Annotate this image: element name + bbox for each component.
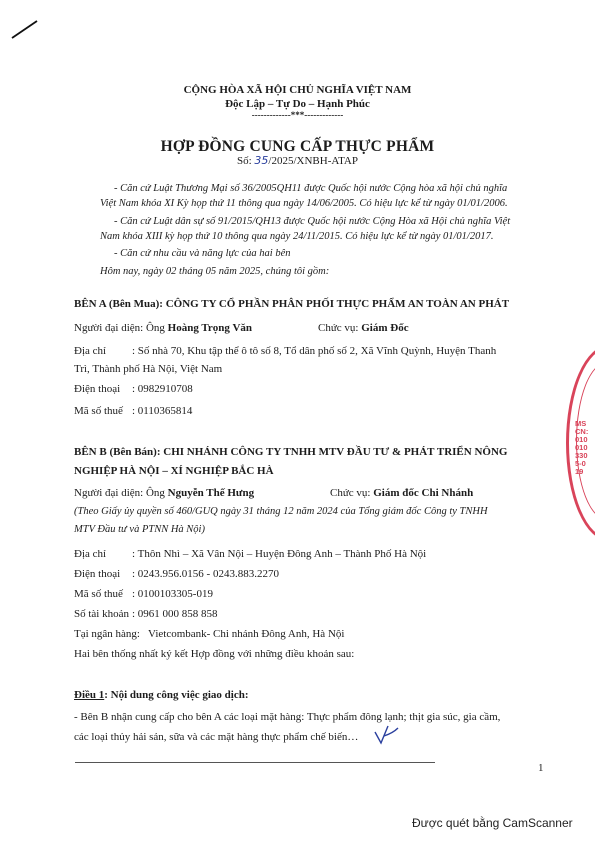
party-a-address-label: Địa chỉ <box>74 345 107 357</box>
contract-number: Số: 35/2025/XNBH-ATAP <box>236 154 358 167</box>
motto: Độc Lập – Tự Do – Hạnh Phúc <box>225 98 370 110</box>
page-number: 1 <box>538 762 544 774</box>
party-b-bank: Tại ngân hàng: Vietcombank- Chi nhánh Đông Anh, Hà Nội <box>74 628 345 640</box>
party-b-position: Chức vụ: Giám đốc Chi Nhánh <box>330 487 474 499</box>
party-a-tax: : 0110365814 <box>132 405 193 417</box>
party-a-tax-label: Mã số thuế <box>74 405 123 417</box>
article-1-body: - Bên B nhận cung cấp cho bên A các loại mặt hàng: Thực phẩm đông lạnh; thịt gia súc, gia cầm, <box>74 711 501 723</box>
party-a-address: : Số nhà 70, Khu tập thể ô tô số 8, Tổ dân phố số 2, Xã Vĩnh Quỳnh, Huyện Thanh <box>132 345 497 357</box>
agreement-statement: Hai bên thống nhất ký kết Hợp đồng với những điều khoản sau: <box>74 648 355 660</box>
party-b-account: : 0961 000 858 858 <box>132 608 218 620</box>
authorization-note: (Theo Giấy ủy quyền số 460/GUQ ngày 31 tháng 12 năm 2024 của Tổng giám đốc Công ty TNHH <box>74 506 488 517</box>
party-a-position: Chức vụ: Giám Đốc <box>318 322 409 334</box>
camscanner-watermark: Được quét bằng CamScanner <box>412 816 573 830</box>
nation-title: CỘNG HÒA XÃ HỘI CHỦ NGHĨA VIỆT NAM <box>183 84 412 96</box>
handwritten-number: 35 <box>254 154 269 167</box>
preamble-line: - Căn cứ nhu cầu và năng lực của hai bên <box>114 248 291 259</box>
footer-rule <box>75 762 435 763</box>
party-b-representative: Người đại diện: Ông Nguyễn Thế Hưng <box>74 487 255 499</box>
preamble-line: - Căn cứ Luật dân sự số 91/2015/QH13 được Quốc hội nước Cộng Hòa xã Hội chủ nghĩa Việt <box>114 216 511 227</box>
party-b-company-cont: NGHIỆP HÀ NỘI – XÍ NGHIỆP BẮC HÀ <box>74 465 274 477</box>
party-b-address: : Thôn Nhì – Xã Vân Nội – Huyện Đông Anh – Thành Phố Hà Nội <box>132 548 427 560</box>
preamble-line: Việt Nam khóa XI Kỳ họp thứ 11 thông qua ngày 14/06/2005. Có hiệu lực kể từ ngày 01/01/2006. <box>100 198 508 209</box>
article-1-heading: Điều 1: Nội dung công việc giao dịch: <box>74 689 249 701</box>
preamble-line: - Căn cứ Luật Thương Mại số 36/2005QH11 được Quốc hội nước Cộng hòa xã hội chủ nghĩa <box>114 183 508 194</box>
authorization-note-cont: MTV Đầu tư và PTNN Hà Nội) <box>74 524 205 535</box>
party-b-address-label: Địa chỉ <box>74 548 107 560</box>
party-a-heading: BÊN A (Bên Mua): CÔNG TY CỔ PHẦN PHÂN PHỐI THỰC PHẨM AN TOÀN AN PHÁT <box>74 298 510 310</box>
party-a-address-cont: Trì, Thành phố Hà Nội, Việt Nam <box>74 363 223 375</box>
party-a-representative: Người đại diện: Ông Hoàng Trọng Văn <box>74 322 253 334</box>
party-a-phone: : 0982910708 <box>132 383 193 395</box>
party-b-tax: : 0100103305-019 <box>132 588 213 600</box>
preamble-line: Nam khóa XIII kỳ họp thứ 10 thông qua ngày 24/11/2015. Có hiệu lực kể từ ngày 01/01/2017. <box>100 231 494 242</box>
pen-mark <box>10 18 40 40</box>
party-b-phone: : 0243.956.0156 - 0243.883.2270 <box>132 568 279 580</box>
header-divider: -------------***------------- <box>251 110 344 120</box>
party-b-phone-label: Điện thoại <box>74 568 121 580</box>
party-b-account-label: Số tài khoản <box>74 608 129 620</box>
handwritten-initial <box>372 722 400 746</box>
contract-title: HỢP ĐỒNG CUNG CẤP THỰC PHẨM <box>160 138 435 155</box>
party-b-heading: BÊN B (Bên Bán): CHI NHÁNH CÔNG TY TNHH MTV ĐẦU TƯ & PHÁT TRIỂN NÔNG <box>74 446 508 458</box>
party-b-tax-label: Mã số thuế <box>74 588 123 600</box>
article-1-body-cont: các loại thủy hải sản, sữa và các mặt hàng thực phẩm chế biến… <box>74 731 359 743</box>
party-a-phone-label: Điện thoại <box>74 383 121 395</box>
preamble-line: Hôm nay, ngày 02 tháng 05 năm 2025, chúng tôi gồm: <box>100 266 330 277</box>
